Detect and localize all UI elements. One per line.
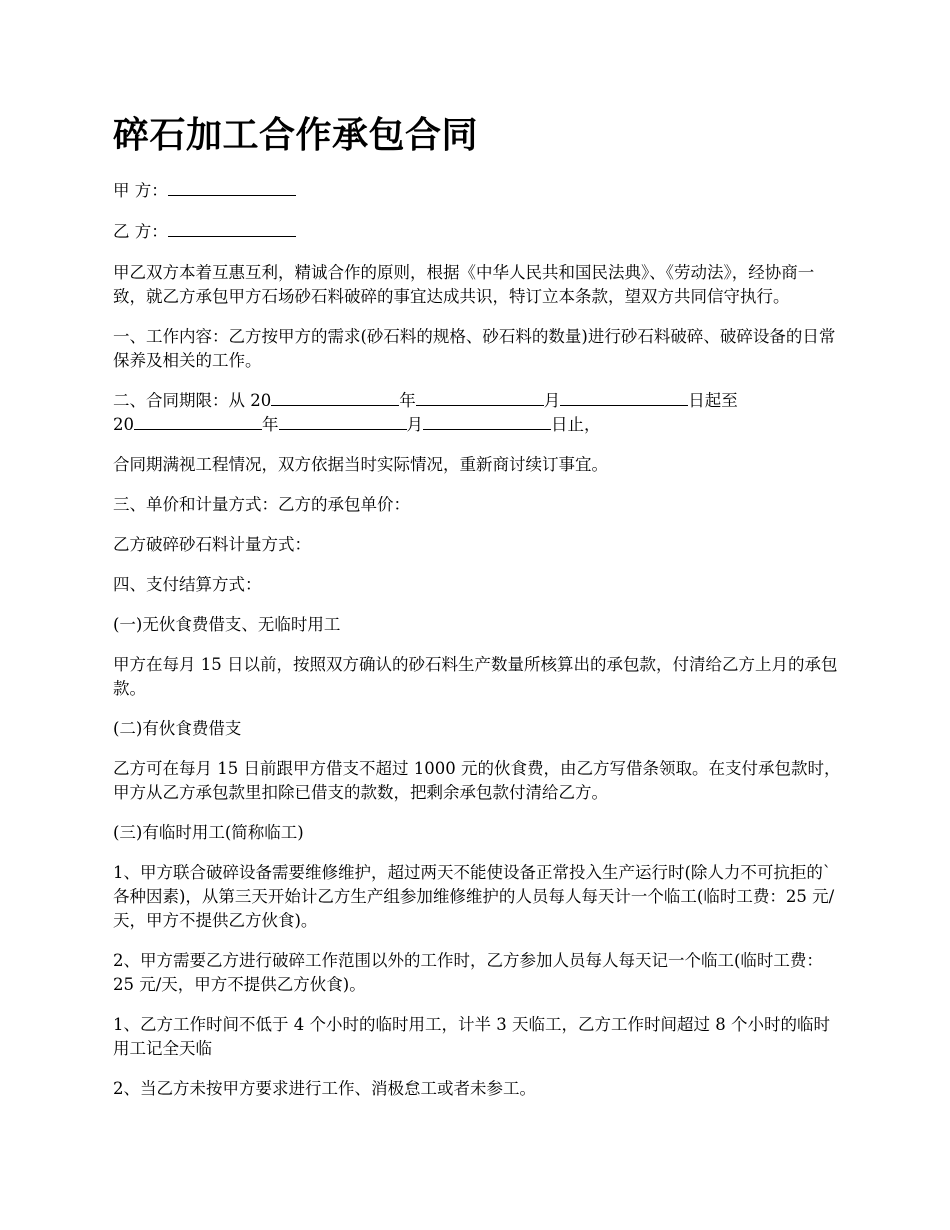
- subsection-2-title: (二)有伙食费借支: [113, 719, 242, 738]
- start-month-label: 月: [543, 391, 561, 410]
- period-prefix: 二、合同期限：从 20: [113, 391, 272, 410]
- party-a-label: 甲 方：: [113, 181, 168, 200]
- party-a-blank[interactable]: [168, 180, 296, 196]
- subsection-1-title: (一)无伙食费借支、无临时用工: [113, 615, 341, 634]
- start-day-label: 日起至: [688, 391, 738, 410]
- subsection-3-title: (三)有临时用工(简称临工): [113, 823, 304, 842]
- end-month-label: 月: [406, 415, 423, 434]
- temp-work-item-1: 1、甲方联合破碎设备需要维修维护，超过两天不能使设备正常投入生产运行时(除人力不可抗拒的`各种因素)，从第三天开始计乙方生产组参加维修维护的人员每人每天计一个临工(临时工费：25 元/天，甲方不提供乙方伙食)。: [113, 863, 835, 930]
- end-year-prefix: 20: [113, 415, 134, 434]
- temp-work-item-4: 2、当乙方未按甲方要求进行工作、消极怠工或者未参工。: [113, 1079, 536, 1098]
- subsection-2-body: 乙方可在每月 15 日前跟甲方借支不超过 1000 元的伙食费，由乙方写借条领取。在支付承包款时，甲方从乙方承包款里扣除已借支的款数，把剩余承包款付清给乙方。: [113, 759, 841, 802]
- temp-work-item-3: 1、乙方工作时间不低于 4 个小时的临时用工，计半 3 天临工，乙方工作时间超过 8 个小时的临时用工记全天临: [113, 1015, 830, 1058]
- start-year-label: 年: [399, 391, 416, 410]
- party-a-line: [113, 179, 843, 203]
- end-year-blank[interactable]: [134, 414, 262, 430]
- intro-paragraph: 甲乙双方本着互惠互利，精诚合作的原则，根据《中华人民共和国民法典》、《劳动法》，经协商一致，就乙方承包甲方石场砂石料破碎的事宜达成共识，特订立本条款，望双方共同信守执行。: [113, 263, 815, 306]
- party-b-label: 乙 方：: [113, 222, 168, 241]
- contract-page: [113, 110, 843, 1117]
- clause-work-content: 一、工作内容：乙方按甲方的需求(砂石料的规格、砂石料的数量)进行砂石料破碎、破碎设备的日常保养及相关的工作。: [113, 327, 836, 370]
- end-month-blank[interactable]: [279, 414, 407, 430]
- end-day-blank[interactable]: [423, 414, 551, 430]
- start-month-blank[interactable]: [416, 390, 544, 406]
- end-day-label: 日止，: [551, 415, 601, 434]
- subsection-1-body: 甲方在每月 15 日以前，按照双方确认的砂石料生产数量所核算出的承包款，付清给乙方上月的承包款。: [113, 655, 838, 698]
- end-year-label: 年: [262, 415, 279, 434]
- party-b-line: [113, 220, 843, 244]
- measurement-method: 乙方破碎砂石料计量方式：: [113, 535, 311, 554]
- renewal-paragraph: 合同期满视工程情况，双方依据当时实际情况，重新商讨续订事宜。: [113, 455, 608, 474]
- clause-contract-period: [113, 389, 843, 437]
- clause-unit-price: 三、单价和计量方式：乙方的承包单价：: [113, 495, 410, 514]
- party-b-blank[interactable]: [168, 221, 296, 237]
- start-year-blank[interactable]: [271, 390, 399, 406]
- document-title: 碎石加工合作承包合同: [113, 115, 479, 156]
- start-day-blank[interactable]: [560, 390, 688, 406]
- temp-work-item-2: 2、甲方需要乙方进行破碎工作范围以外的工作时，乙方参加人员每人每天记一个临工(临时工费：25 元/天，甲方不提供乙方伙食)。: [113, 951, 823, 994]
- clause-payment: 四、支付结算方式：: [113, 575, 262, 594]
